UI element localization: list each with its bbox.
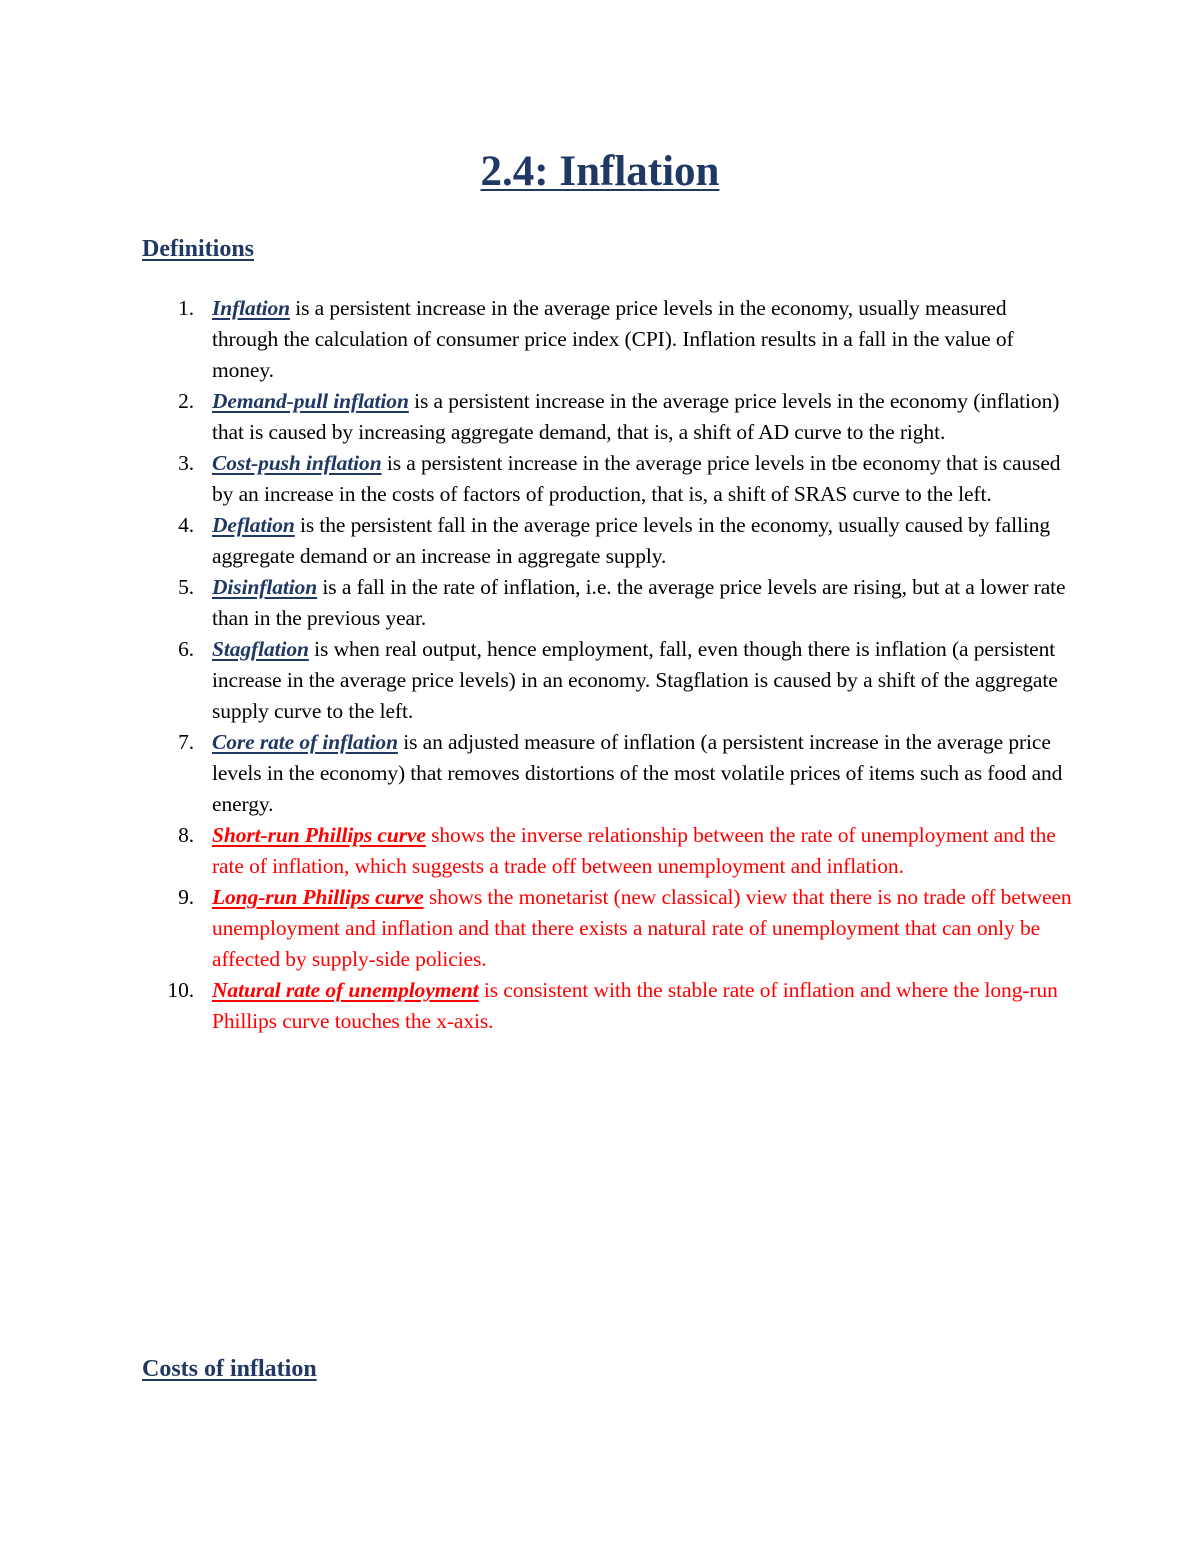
definition-term: Core rate of inflation (212, 730, 398, 754)
definition-text: is a persistent increase in the average price levels in the economy (inflation) that is caused by increasing aggregate demand, that is, a shift of AD curve to the right. (212, 389, 1060, 444)
definition-text: is when real output, hence employment, fall, even though there is inflation (a persistent increase in the average price levels) in an economy. Stagflation is caused by a shift of the aggregate supply curve to the left. (212, 637, 1058, 723)
list-number: 3. (178, 451, 194, 475)
definition-text: is consistent with the stable rate of inflation and where the long-run Phillips curve touches the x-axis. (212, 978, 1058, 1033)
definition-term: Deflation (212, 513, 295, 537)
definition-item (178, 293, 1072, 386)
definition-item (178, 572, 1072, 634)
list-number: 9. (178, 885, 194, 909)
list-number: 10. (167, 978, 194, 1002)
definition-text: is the persistent fall in the average price levels in the economy, usually caused by falling aggregate demand or an increase in aggregate supply. (212, 513, 1051, 568)
definition-item (178, 386, 1072, 448)
definition-item (178, 727, 1072, 820)
definition-text: shows the monetarist (new classical) view that there is no trade off between unemployment and inflation and that there exists a natural rate of unemployment that can only be affected by supply-side policies. (212, 885, 1072, 971)
definition-item (167, 975, 1072, 1037)
definition-term: Inflation (212, 296, 290, 320)
page-title (0, 142, 1200, 202)
list-number: 1. (178, 296, 194, 320)
definition-term: Natural rate of unemployment (212, 978, 479, 1002)
definition-term: Demand-pull inflation (212, 389, 409, 413)
list-number: 6. (178, 637, 194, 661)
page-title-text: 2.4: Inflation (480, 148, 720, 195)
list-number: 4. (178, 513, 194, 537)
definition-text: is a fall in the rate of inflation, i.e. the average price levels are rising, but at a lower rate than in the previous year. (212, 575, 1066, 630)
definitions-list (167, 293, 1072, 1037)
definition-item (178, 634, 1072, 727)
list-number: 8. (178, 823, 194, 847)
definition-term: Cost-push inflation (212, 451, 382, 475)
definition-text: shows the inverse relationship between the rate of unemployment and the rate of inflation, which suggests a trade off between unemployment and inflation. (212, 823, 1056, 878)
definition-term: Stagflation (212, 637, 309, 661)
definition-text: is an adjusted measure of inflation (a persistent increase in the average price levels in the economy) that removes distortions of the most volatile prices of items such as food and energy. (212, 730, 1063, 816)
definition-term: Disinflation (212, 575, 318, 599)
definitions-heading: Definitions (142, 236, 255, 262)
definition-term: Long-run Phillips curve (212, 885, 424, 909)
definition-item (178, 882, 1072, 975)
definition-item (178, 510, 1072, 572)
list-number: 2. (178, 389, 194, 413)
definition-term: Short-run Phillips curve (212, 823, 426, 847)
definition-text: is a persistent increase in the average price levels in tbe economy that is caused by an increase in the costs of factors of production, that is, a shift of SRAS curve to the left. (212, 451, 1061, 506)
definition-text: is a persistent increase in the average price levels in the economy, usually measured through the calculation of consumer price index (CPI). Inflation results in a fall in the value of money. (212, 296, 1014, 382)
definition-item (178, 820, 1072, 882)
costs-of-inflation-heading: Costs of inflation (142, 1356, 317, 1382)
list-number: 5. (178, 575, 194, 599)
definition-item (178, 448, 1072, 510)
list-number: 7. (178, 730, 194, 754)
